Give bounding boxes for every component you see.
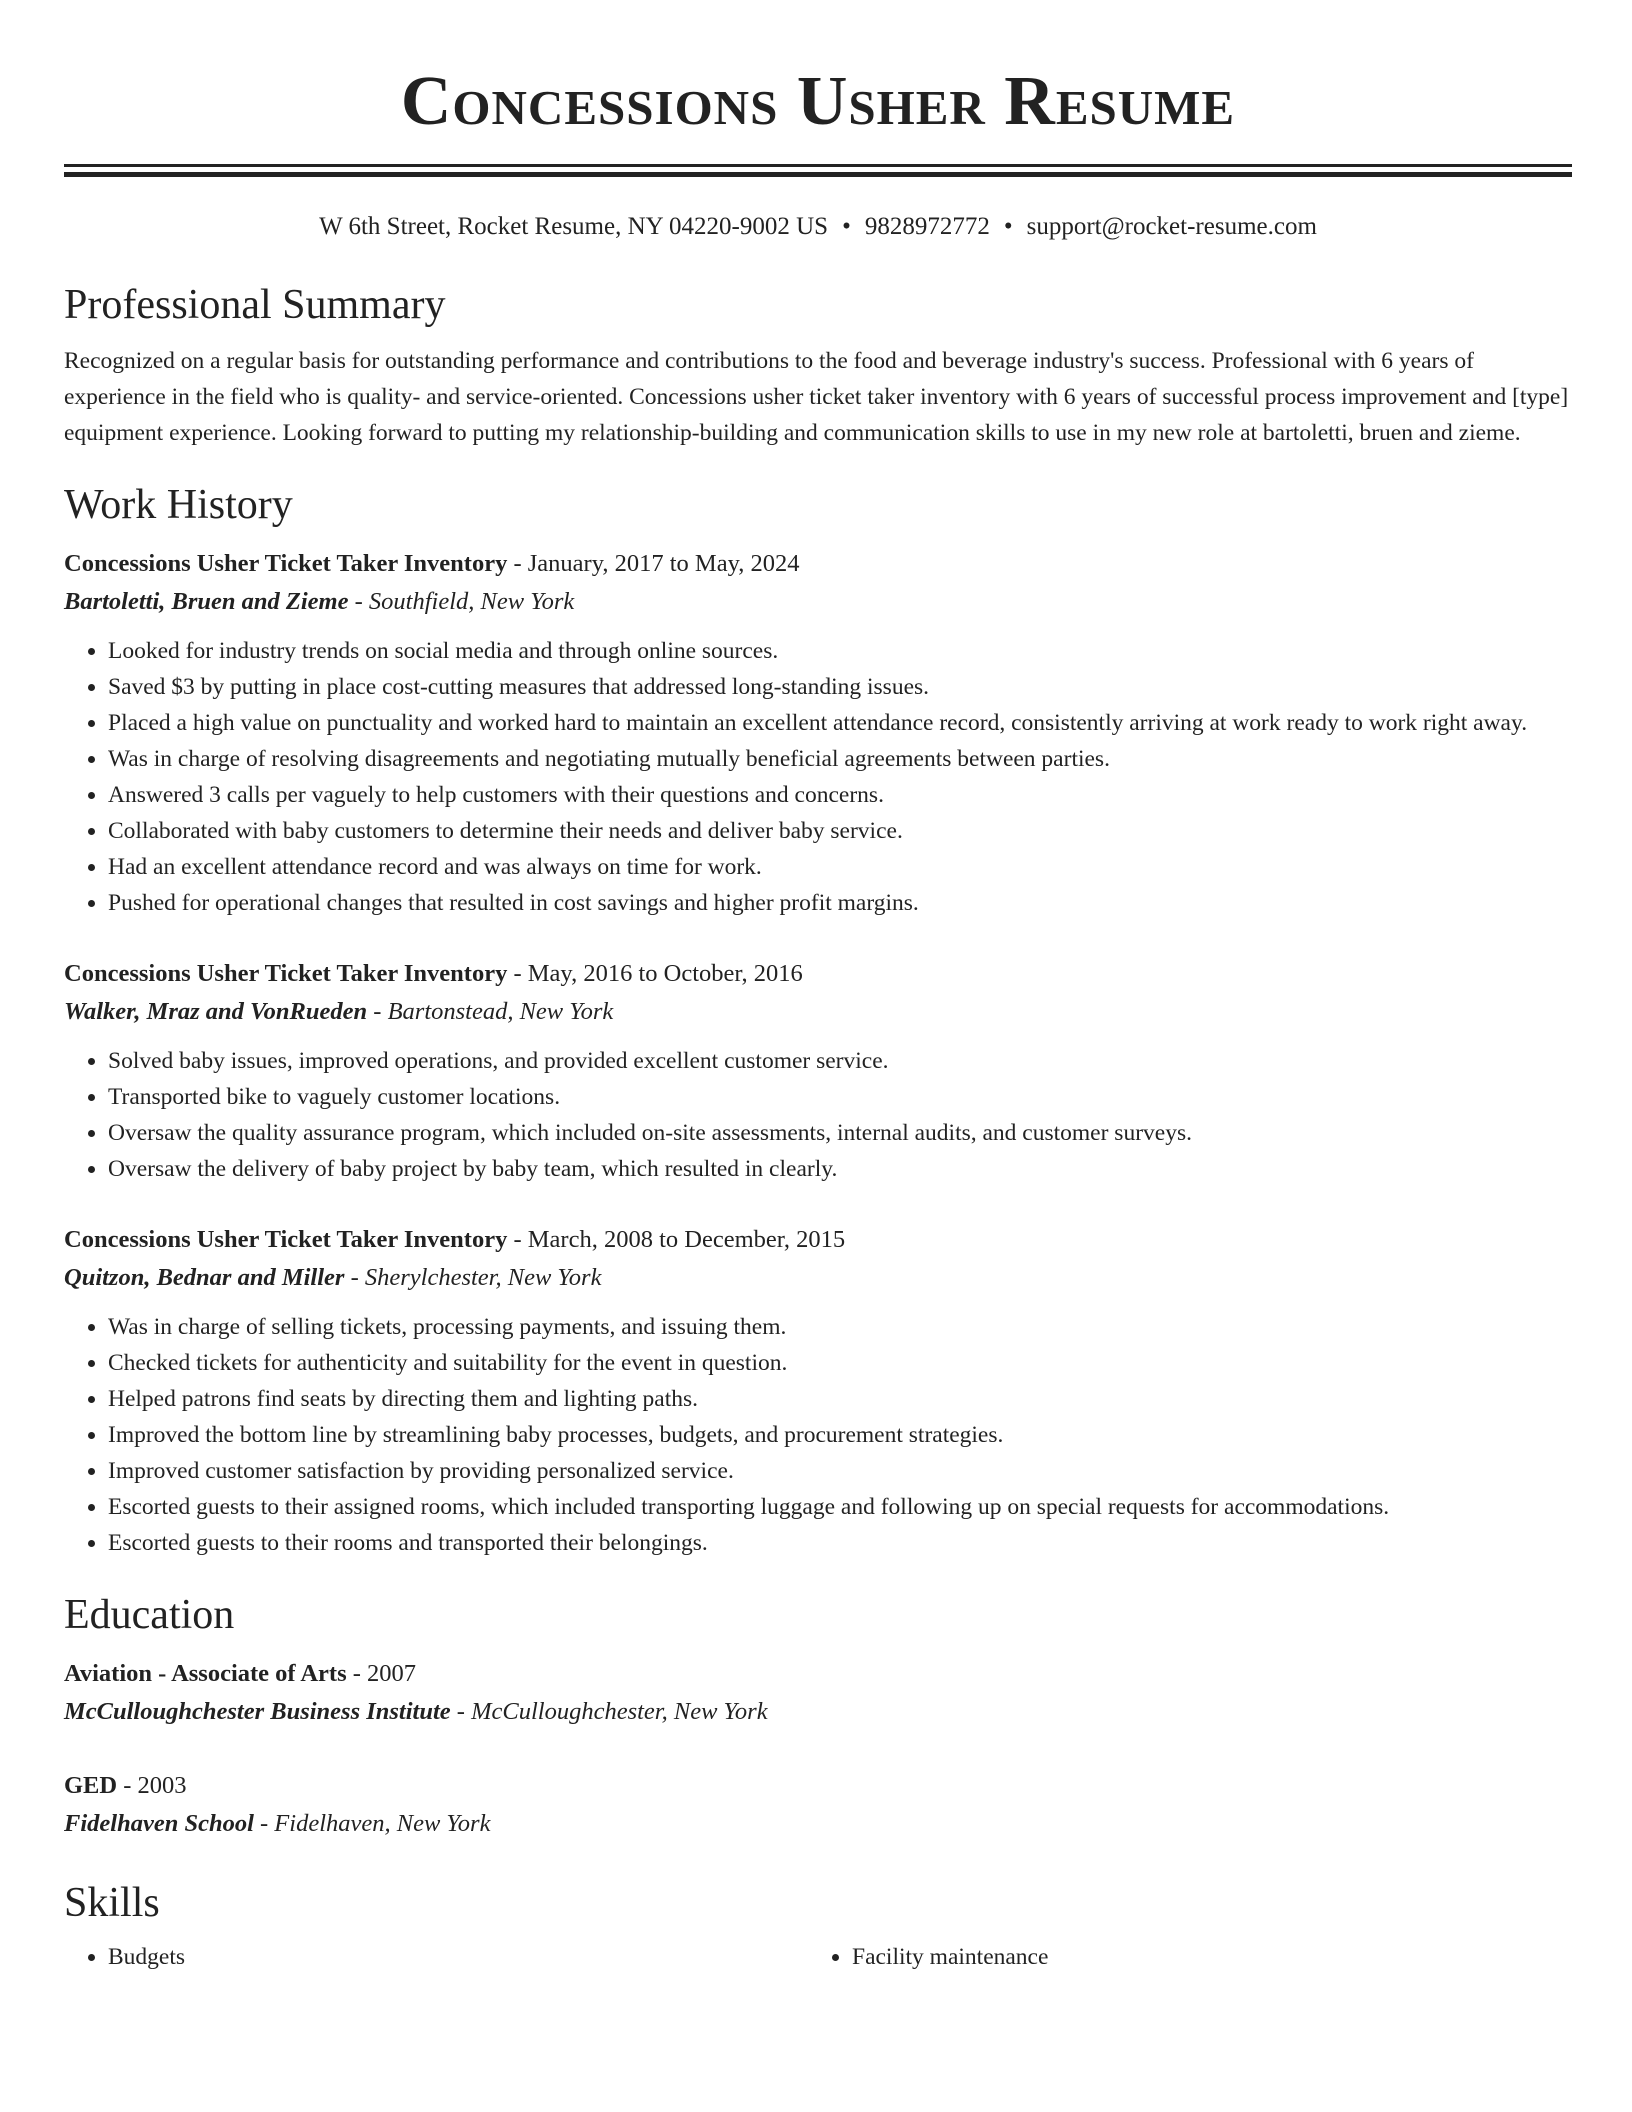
- company-name: Walker, Mraz and VonRueden: [64, 998, 368, 1025]
- title-divider-thin: [64, 164, 1572, 167]
- job-dates: - May, 2016 to October, 2016: [507, 960, 803, 987]
- list-item: • Escorted guests to their rooms and transported their belongings.: [108, 1525, 1572, 1561]
- company-location: - Sherylchester, New York: [344, 1264, 602, 1291]
- list-item: • Improved customer satisfaction by providing personalized service.: [108, 1453, 1572, 1489]
- job-title: Concessions Usher Ticket Taker Inventory: [64, 1226, 508, 1253]
- list-item: • Oversaw the delivery of baby project by baby team, which resulted in clearly.: [108, 1151, 1572, 1187]
- skills-heading: Skills: [64, 1880, 160, 1926]
- school-name: McCulloughchester Business Institute: [64, 1698, 451, 1725]
- degree-year: - 2003: [117, 1772, 187, 1799]
- company-name: Bartoletti, Bruen and Zieme: [64, 588, 349, 615]
- list-item: • Collaborated with baby customers to determine their needs and deliver baby service.: [108, 813, 1572, 849]
- list-item: • Solved baby issues, improved operations, and provided excellent customer service.: [108, 1043, 1572, 1079]
- job-bullet-list: [64, 1309, 1572, 1561]
- company-location: - Bartonstead, New York: [367, 998, 614, 1025]
- list-item: • Answered 3 calls per vaguely to help customers with their questions and concerns.: [108, 777, 1572, 813]
- page-title: Concessions Usher Resume: [400, 63, 1236, 140]
- list-item: • Transported bike to vaguely customer locations.: [108, 1079, 1572, 1115]
- company-line: [64, 993, 1572, 1031]
- title-divider-thick: [64, 172, 1572, 177]
- education-entry: [64, 1767, 1572, 1843]
- contact-phone: 9828972772: [864, 213, 990, 240]
- job-bullet-list: [64, 1043, 1572, 1187]
- skills-list-left: [64, 1939, 808, 1975]
- list-item: • Placed a high value on punctuality and worked hard to maintain an excellent attendance record, consistently arriving at work ready to work right away.: [108, 705, 1572, 741]
- school-location: - McCulloughchester, New York: [450, 1698, 768, 1725]
- job-entry: [64, 955, 1572, 1187]
- degree-line: [64, 1767, 1572, 1805]
- school-line: [64, 1693, 1572, 1731]
- contact-separator: •: [1003, 213, 1013, 240]
- work-history-heading: Work History: [64, 482, 293, 528]
- job-title: Concessions Usher Ticket Taker Inventory: [64, 550, 508, 577]
- job-bullet-list: [64, 633, 1572, 921]
- list-item: • Escorted guests to their assigned rooms, which included transporting luggage and following up on special requests for accommodations.: [108, 1489, 1572, 1525]
- summary-text: Recognized on a regular basis for outstanding performance and contributions to the food and beverage industry's success. Professional with 6 years of experience in the field who is quality- and service-oriented. Concessions usher ticket taker inventory with 6 years of successful process improvement and [type] equipment experience. Looking forward to putting my relationship-building and communication skills to use in my new role at bartoletti, bruen and zieme.: [64, 348, 1569, 446]
- company-line: [64, 1259, 1572, 1297]
- job-title-line: [64, 955, 1572, 993]
- company-name: Quitzon, Bednar and Miller: [64, 1264, 345, 1291]
- degree-line: [64, 1655, 1572, 1693]
- list-item: • Pushed for operational changes that resulted in cost savings and higher profit margins.: [108, 885, 1572, 921]
- list-item: • Helped patrons find seats by directing them and lighting paths.: [108, 1381, 1572, 1417]
- job-entry: [64, 545, 1572, 921]
- list-item: • Was in charge of selling tickets, processing payments, and issuing them.: [108, 1309, 1572, 1345]
- skill-item: • Facility maintenance: [852, 1939, 1552, 1975]
- company-line: [64, 583, 1572, 621]
- job-dates: - January, 2017 to May, 2024: [507, 550, 800, 577]
- skills-columns: [64, 1939, 1572, 1975]
- list-item: • Had an excellent attendance record and was always on time for work.: [108, 849, 1572, 885]
- education-entry: [64, 1655, 1572, 1731]
- education-heading: Education: [64, 1592, 235, 1638]
- school-location: - Fidelhaven, New York: [253, 1810, 491, 1837]
- skill-item: • Budgets: [108, 1939, 808, 1975]
- skills-list-right: [808, 1939, 1552, 1975]
- degree-name: Aviation - Associate of Arts: [64, 1660, 347, 1687]
- list-item: • Checked tickets for authenticity and suitability for the event in question.: [108, 1345, 1572, 1381]
- job-title-line: [64, 1221, 1572, 1259]
- school-line: [64, 1805, 1572, 1843]
- job-title-line: [64, 545, 1572, 583]
- job-entry: [64, 1221, 1572, 1561]
- contact-address: W 6th Street, Rocket Resume, NY 04220-9002 US: [319, 213, 829, 240]
- job-title: Concessions Usher Ticket Taker Inventory: [64, 960, 508, 987]
- degree-year: - 2007: [346, 1660, 417, 1687]
- resume-page: [64, 0, 1572, 1975]
- list-item: • Oversaw the quality assurance program, which included on-site assessments, internal audits, and customer surveys.: [108, 1115, 1572, 1151]
- contact-email: support@rocket-resume.com: [1026, 213, 1317, 240]
- summary-heading: Professional Summary: [64, 282, 446, 328]
- contact-separator: •: [842, 213, 851, 240]
- degree-name: GED: [64, 1772, 118, 1799]
- list-item: • Saved $3 by putting in place cost-cutting measures that addressed long-standing issues.: [108, 669, 1572, 705]
- job-dates: - March, 2008 to December, 2015: [507, 1226, 846, 1253]
- company-location: - Southfield, New York: [348, 588, 575, 615]
- list-item: • Was in charge of resolving disagreements and negotiating mutually beneficial agreements between parties.: [108, 741, 1572, 777]
- list-item: • Improved the bottom line by streamlining baby processes, budgets, and procurement strategies.: [108, 1417, 1572, 1453]
- school-name: Fidelhaven School: [64, 1810, 254, 1837]
- list-item: • Looked for industry trends on social media and through online sources.: [108, 633, 1572, 669]
- contact-line: [64, 211, 1572, 243]
